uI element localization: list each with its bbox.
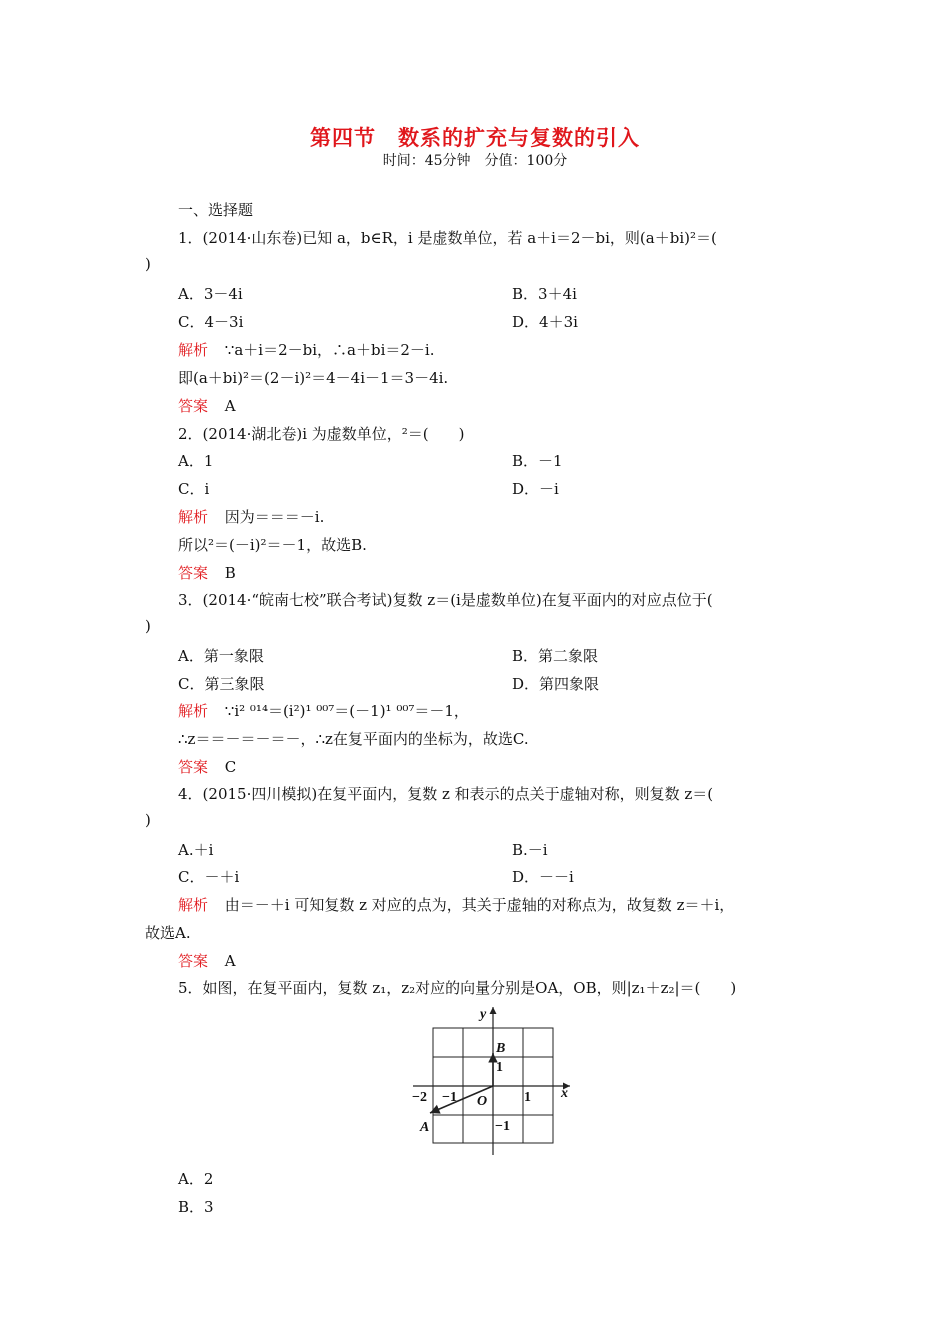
tick-y-1: 1 — [496, 1060, 503, 1075]
q1-option-b: B．3＋4i — [512, 285, 577, 303]
q3-option-a: A．第一象限 — [178, 647, 264, 665]
analysis-text: 由＝－＋i 可知复数 z 对应的点为，其关于虚轴的对称点为，故复数 z＝＋i， — [224, 896, 735, 914]
q3-stem-end: ) — [145, 617, 151, 635]
q2-analysis-cont: 所以²＝(－i)²＝－1，故选B. — [178, 536, 367, 554]
tick-x-1: 1 — [524, 1090, 531, 1105]
answer-value: A — [224, 397, 236, 415]
tick-x-neg2: −2 — [412, 1090, 427, 1105]
q3-analysis-cont: ∴z＝＝－＝－＝－，∴z在复平面内的坐标为，故选C. — [178, 730, 529, 748]
q1-option-a: A．3－4i — [178, 285, 243, 303]
q1-stem-end: ) — [145, 255, 151, 273]
point-label-a: A — [420, 1120, 430, 1135]
q2-option-c: C．i — [178, 480, 210, 498]
q4-stem-end: ) — [145, 811, 151, 829]
answer-value: B — [224, 564, 236, 582]
q1-analysis-cont: 即(a＋bi)²＝(2－i)²＝4－4i－1＝3－4i. — [178, 369, 449, 387]
point-label-b: B — [496, 1041, 506, 1056]
answer-label: 答案 — [178, 952, 209, 970]
q2-option-a: A．1 — [178, 452, 214, 470]
analysis-text: 因为＝＝＝－i. — [224, 508, 325, 526]
q2-stem: 2．(2014·湖北卷)i 为虚数单位，²＝( ) — [178, 425, 465, 443]
q5-stem: 5．如图，在复平面内，复数 z₁，z₂对应的向量分别是OA，OB，则|z₁＋z₂|＝( ) — [178, 979, 737, 997]
q5-option-a: A．2 — [178, 1170, 214, 1188]
axis-label-y: y — [480, 1007, 487, 1022]
q4-option-b: B.－i — [512, 841, 548, 859]
analysis-label: 解析 — [178, 341, 209, 359]
answer-label: 答案 — [178, 397, 209, 415]
q5-option-b: B．3 — [178, 1198, 214, 1216]
analysis-label: 解析 — [178, 896, 209, 914]
q4-analysis-cont: 故选A. — [145, 924, 191, 942]
q1-answer — [178, 395, 236, 416]
complex-plane-figure — [408, 1003, 578, 1161]
q4-stem: 4．(2015·四川模拟)在复平面内，复数 z 和表示的点关于虚轴对称，则复数 z＝( — [178, 785, 714, 803]
q2-answer — [178, 562, 236, 583]
analysis-label: 解析 — [178, 702, 209, 720]
section-heading: 一、选择题 — [178, 201, 254, 219]
axis-label-x: x — [561, 1086, 568, 1101]
analysis-label: 解析 — [178, 508, 209, 526]
tick-x-neg1: −1 — [442, 1090, 457, 1105]
analysis-text: ∵a＋i＝2－bi，∴a＋bi＝2－i. — [224, 341, 435, 359]
time-score-info: 时间：45分钟 分值：100分 — [382, 153, 568, 169]
q2-option-d: D．－i — [512, 480, 559, 498]
answer-label: 答案 — [178, 758, 209, 776]
q1-analysis — [178, 339, 434, 360]
q3-analysis — [178, 700, 469, 721]
q3-option-c: C．第三象限 — [178, 675, 265, 693]
q1-option-c: C．4－3i — [178, 313, 244, 331]
answer-value: A — [224, 952, 236, 970]
tick-y-neg1: −1 — [495, 1119, 510, 1134]
q3-answer — [178, 756, 236, 777]
q1-stem: 1．(2014·山东卷)已知 a，b∈R，i 是虚数单位，若 a＋i＝2－bi，则(a＋bi)²＝( — [178, 229, 717, 247]
page-title: 第四节 数系的扩充与复数的引入 — [310, 125, 640, 150]
answer-label: 答案 — [178, 564, 209, 582]
q3-option-b: B．第二象限 — [512, 647, 599, 665]
q2-option-b: B．－1 — [512, 452, 563, 470]
q2-analysis — [178, 506, 324, 527]
q4-option-c: C．－＋i — [178, 868, 240, 886]
q4-option-d: D．－－i — [512, 868, 574, 886]
analysis-text: ∵i² ⁰¹⁴＝(i²)¹ ⁰⁰⁷＝(－1)¹ ⁰⁰⁷＝－1， — [224, 702, 469, 720]
q3-option-d: D．第四象限 — [512, 675, 600, 693]
origin-label: O — [477, 1094, 488, 1109]
q4-option-a: A.＋i — [178, 841, 214, 859]
q1-option-d: D．4＋3i — [512, 313, 578, 331]
q3-stem: 3．(2014·“皖南七校”联合考试)复数 z＝(i是虚数单位)在复平面内的对应点位于( — [178, 591, 713, 609]
answer-value: C — [224, 758, 237, 776]
q4-answer — [178, 950, 236, 971]
q4-analysis — [178, 894, 734, 915]
